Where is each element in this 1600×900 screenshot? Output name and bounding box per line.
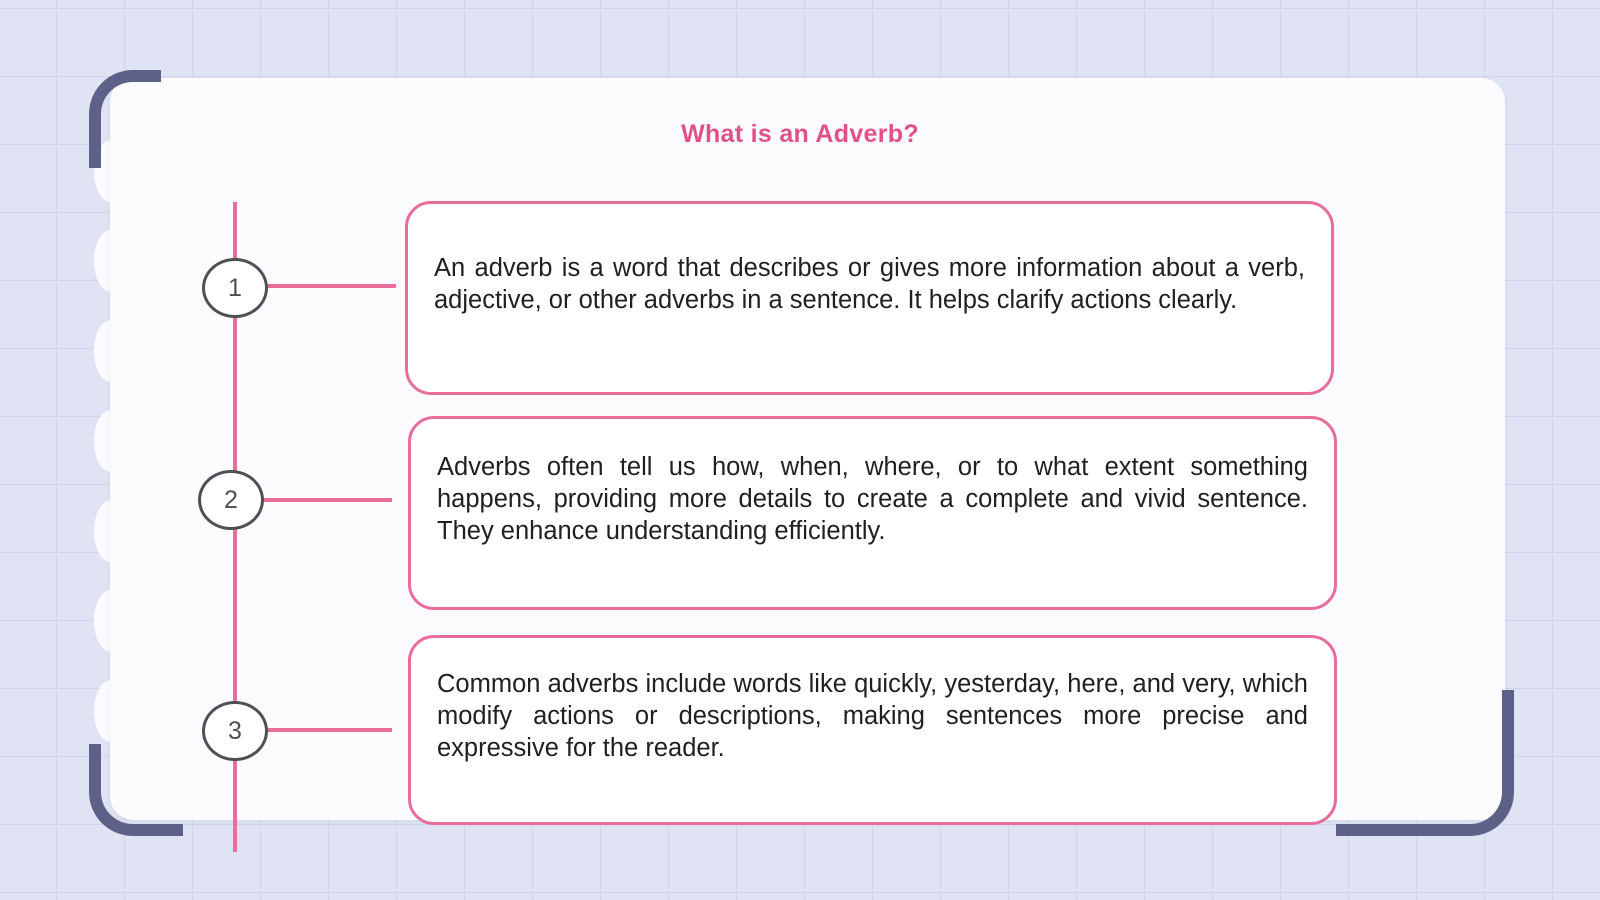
slide-title: What is an Adverb?	[681, 120, 919, 148]
connector-line	[266, 284, 396, 288]
info-card	[408, 635, 1337, 825]
card-text: Adverbs often tell us how, when, where, or to what extent something happens, providing more details to create a complete and vivid sentence. They enhance understanding efficiently.	[437, 453, 1308, 545]
step-number-badge: 2	[198, 470, 264, 530]
connector-line	[266, 728, 392, 732]
connector-line	[262, 498, 392, 502]
step-number-badge: 3	[202, 701, 268, 761]
card-text: An adverb is a word that describes or gives more information about a verb, adjective, or other adverbs in a sentence. It helps clarify actions clearly.	[434, 254, 1305, 314]
corner-bracket-bottom-left	[89, 744, 183, 836]
info-card	[405, 201, 1334, 395]
corner-bracket-top-left	[89, 70, 161, 168]
card-text: Common adverbs include words like quickly, yesterday, here, and very, which modify actions or descriptions, making sentences more precise and expressive for the reader.	[437, 670, 1308, 762]
corner-bracket-bottom-right	[1336, 690, 1514, 836]
info-card	[408, 416, 1337, 610]
step-number-badge: 1	[202, 258, 268, 318]
